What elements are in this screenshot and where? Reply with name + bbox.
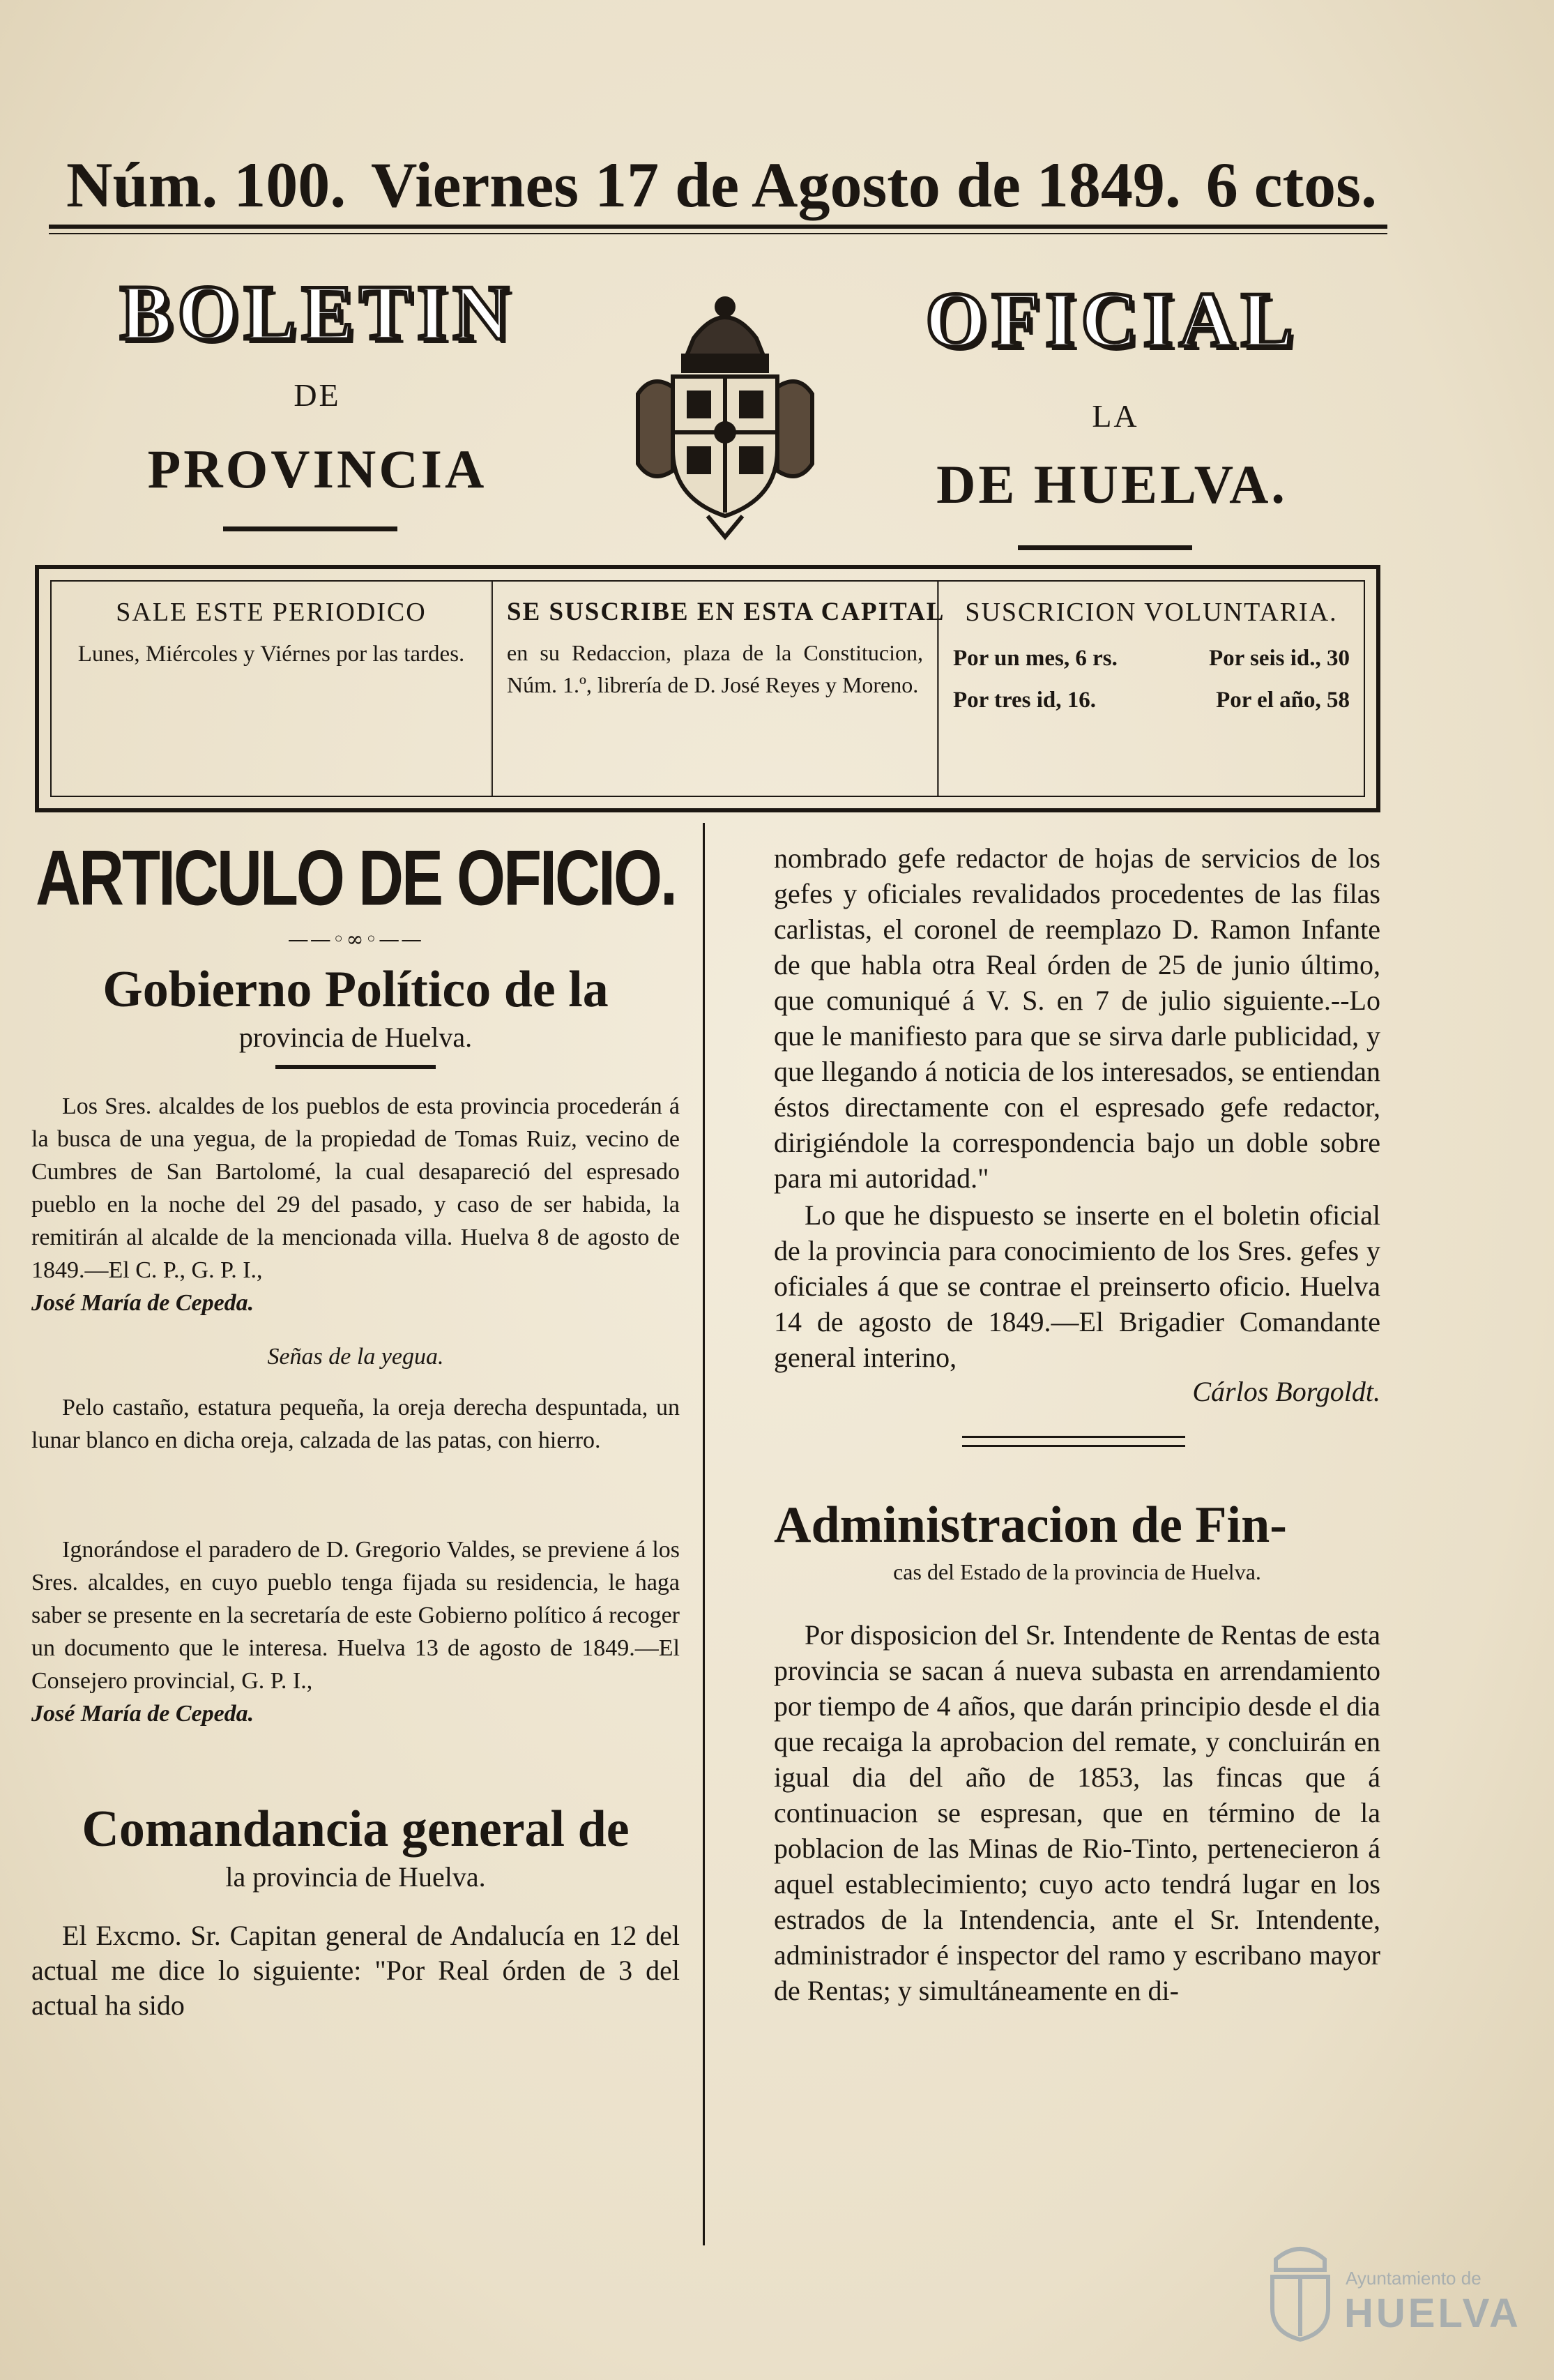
masthead-rule-right xyxy=(1018,545,1192,550)
coat-of-arms-icon xyxy=(624,289,826,544)
administracion-subtitle: cas del Estado de la provincia de Huelva. xyxy=(893,1559,1261,1584)
issue-price: 6 ctos. xyxy=(1205,149,1377,220)
masthead-de-huelva: DE HUELVA. xyxy=(936,454,1288,515)
section-rule xyxy=(275,1065,436,1069)
ornament-divider: ——◦∞◦—— xyxy=(287,927,424,952)
logo-big-text: HUELVA xyxy=(1344,2291,1521,2336)
right-column xyxy=(774,840,1380,2008)
info-text: Lunes, Miércoles y Viérnes por las tardes. xyxy=(77,642,465,667)
signature: Cárlos Borgoldt. xyxy=(1192,1376,1380,1407)
notice-comandancia: El Excmo. Sr. Capitan general de Andalucía en 12 del actual me dice lo siguiente: "Por Real órden de 3 del actual ha sido xyxy=(31,1920,680,2021)
ayuntamiento-logo-icon xyxy=(1262,2238,1339,2343)
price-three: Por tres id, 16. xyxy=(953,688,1097,713)
issue-number: Núm. 100. xyxy=(66,149,346,220)
gobierno-title: Gobierno Político de la xyxy=(102,961,609,1018)
notice-senas: Pelo castaño, estatura pequeña, la oreja derecha despuntada, un lunar blanco en dicha oreja, calzada de las patas, con hierro. xyxy=(31,1395,680,1453)
comandancia-title: Comandancia general de xyxy=(82,1801,630,1858)
header-rule xyxy=(49,225,1387,229)
gobierno-subtitle: provincia de Huelva. xyxy=(238,1022,473,1053)
column-divider xyxy=(703,823,705,2245)
masthead-word-boletin: BOLETIN xyxy=(119,270,515,356)
logo-small-text: Ayuntamiento de xyxy=(1346,2268,1481,2289)
signature: José María de Cepeda. xyxy=(31,1290,254,1316)
masthead-word-oficial: OFICIAL xyxy=(925,277,1299,363)
price-month: Por un mes, 6 rs. xyxy=(953,646,1118,671)
info-col-prices xyxy=(937,582,1364,796)
price-row xyxy=(953,679,1350,721)
senas-heading: Señas de la yegua. xyxy=(267,1344,444,1370)
notice-valdes: Ignorándose el paradero de D. Gregorio Valdes, se previene á los Sres. alcaldes, en cuyo pueblo tenga fijada su residencia, le haga saber se presente en la secretaría de este Gobierno político á recoger un documento que le interesa. Huelva 13 de agosto de 1849.—El Consejero provincial, G. P. I., xyxy=(31,1537,680,1694)
administracion-title: Administracion de Fin- xyxy=(774,1496,1287,1554)
info-col-schedule xyxy=(52,582,491,796)
header-rule-thin xyxy=(49,233,1387,234)
articulo-de-oficio-heading: ARTICULO DE OFICIO. xyxy=(36,835,676,923)
price-row xyxy=(953,637,1350,679)
price-year: Por el año, 58 xyxy=(1216,688,1350,713)
comandancia-subtitle: la provincia de Huelva. xyxy=(225,1861,486,1893)
notice-boletin: Lo que he dispuesto se inserte en el boletin oficial de la provincia para conocimiento de los Sres. gefes y oficiales á que se contrae el preinserto oficio. Huelva 14 de agosto de 1849.—El Brigadier Comandante general interino, xyxy=(774,1199,1380,1373)
left-column xyxy=(31,830,680,2023)
price-six: Por seis id., 30 xyxy=(1209,646,1350,671)
masthead-de: DE xyxy=(294,377,341,413)
double-divider xyxy=(962,1436,1185,1447)
masthead-rule-left xyxy=(223,526,397,531)
masthead-la: LA xyxy=(1092,398,1139,434)
info-heading: SE SUSCRIBE EN ESTA CAPITAL xyxy=(507,598,945,626)
subscription-info-box xyxy=(35,565,1380,812)
continued-paragraph: nombrado gefe redactor de hojas de servicios de los gefes y oficiales revalidados procedentes de las filas carlistas, el coronel de reemplazo D. Ramon Infante de que habla otra Real órden de 25 de junio último, que comuniqué á V. S. en 7 de julio siguiente.--Lo que le manifiesto para que se sirva darle publicidad, y que llegando á noticia de los interesados, se entiendan éstos directamente con el espresado gefe redactor, dirigiéndole la correspondencia bajo un doble sobre para mi autoridad." xyxy=(774,842,1380,1194)
signature: José María de Cepeda. xyxy=(31,1701,254,1727)
info-heading: SALE ESTE PERIODICO xyxy=(116,598,427,627)
info-text: en su Redaccion, plaza de la Constitucion, Núm. 1.º, librería de D. José Reyes y Moreno. xyxy=(507,640,923,697)
ayuntamiento-logo xyxy=(1262,2231,1521,2357)
notice-yegua: Los Sres. alcaldes de los pueblos de esta provincia procederán á la busca de una yegua, de la propiedad de Tomas Ruiz, vecino de Cumbres de San Bartolomé, la cual desapareció del espresado pueblo en la noche del 29 del pasado, y caso de ser habida, la remitirán al alcalde de la mencionada villa. Huelva 8 de agosto de 1849.—El C. P., G. P. I., xyxy=(31,1093,680,1283)
issue-date: Viernes 17 de Agosto de 1849. xyxy=(371,149,1181,220)
masthead-provincia: PROVINCIA xyxy=(147,439,487,499)
info-heading: SUSCRICION VOLUNTARIA. xyxy=(965,598,1338,627)
info-col-subscribe xyxy=(491,582,945,796)
notice-subasta: Por disposicion del Sr. Intendente de Rentas de esta provincia se sacan á nueva subasta en arrendamiento por tiempo de 4 años, que darán principio desde el dia que recaiga la aprobacion del remate, y concluirán en igual dia del año de 1853, las fincas que á continuacion se espresan, que en término de la poblacion de las Minas de Rio-Tinto, pertenecieron á aquel establecimiento; cuyo acto tendrá lugar en los estrados de la Intendencia, ante el Sr. Intendente, administrador é inspector del ramo y escribano mayor de Rentas; y simultáneamente en di- xyxy=(774,1619,1380,2006)
